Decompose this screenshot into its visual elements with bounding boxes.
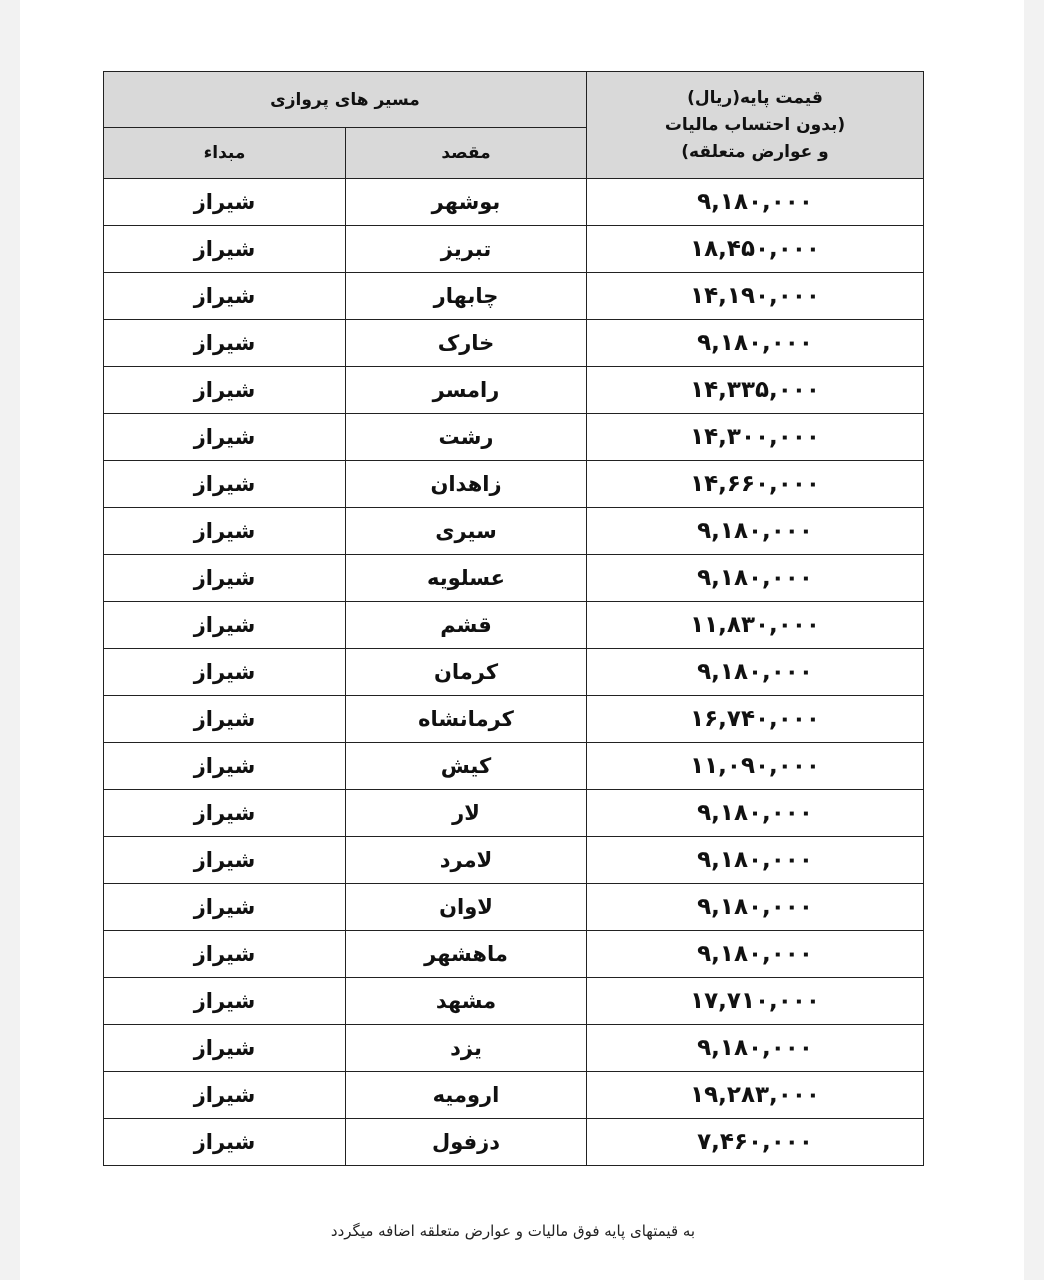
- destination-cell: ارومیه: [346, 1072, 587, 1119]
- destination-cell: لاوان: [346, 884, 587, 931]
- table-row: [104, 273, 924, 320]
- destination-cell: ماهشهر: [346, 931, 587, 978]
- destination-cell: عسلویه: [346, 555, 587, 602]
- table-row: [104, 978, 924, 1025]
- table-row: [104, 743, 924, 790]
- origin-cell: شیراز: [104, 978, 346, 1025]
- origin-cell: شیراز: [104, 790, 346, 837]
- destination-cell: رامسر: [346, 367, 587, 414]
- origin-cell: شیراز: [104, 320, 346, 367]
- origin-cell: شیراز: [104, 508, 346, 555]
- destination-cell: لامرد: [346, 837, 587, 884]
- price-cell: ۹,۱۸۰,۰۰۰: [587, 790, 924, 837]
- price-cell: ۹,۱۸۰,۰۰۰: [587, 1025, 924, 1072]
- origin-cell: شیراز: [104, 1025, 346, 1072]
- table-row: [104, 226, 924, 273]
- table-row: [104, 790, 924, 837]
- table-row: [104, 555, 924, 602]
- origin-cell: شیراز: [104, 179, 346, 226]
- destination-cell: یزد: [346, 1025, 587, 1072]
- origin-cell: شیراز: [104, 1072, 346, 1119]
- destination-cell: مشهد: [346, 978, 587, 1025]
- origin-cell: شیراز: [104, 273, 346, 320]
- header-price-line3: و عوارض متعلقه): [681, 141, 829, 162]
- price-cell: ۱۴,۳۳۵,۰۰۰: [587, 367, 924, 414]
- price-cell: ۱۸,۴۵۰,۰۰۰: [587, 226, 924, 273]
- price-cell: ۱۴,۳۰۰,۰۰۰: [587, 414, 924, 461]
- destination-cell: کرمانشاه: [346, 696, 587, 743]
- origin-cell: شیراز: [104, 226, 346, 273]
- table-row: [104, 367, 924, 414]
- destination-cell: سیری: [346, 508, 587, 555]
- destination-cell: کیش: [346, 743, 587, 790]
- header-price-line1: قیمت پایه(ریال): [687, 87, 823, 108]
- fare-table: [103, 71, 924, 1166]
- origin-cell: شیراز: [104, 837, 346, 884]
- origin-cell: شیراز: [104, 931, 346, 978]
- price-cell: ۹,۱۸۰,۰۰۰: [587, 649, 924, 696]
- table-row: [104, 461, 924, 508]
- destination-cell: قشم: [346, 602, 587, 649]
- price-cell: ۱۴,۶۶۰,۰۰۰: [587, 461, 924, 508]
- price-cell: ۹,۱۸۰,۰۰۰: [587, 320, 924, 367]
- price-cell: ۱۶,۷۴۰,۰۰۰: [587, 696, 924, 743]
- origin-cell: شیراز: [104, 696, 346, 743]
- origin-cell: شیراز: [104, 649, 346, 696]
- table-row: [104, 179, 924, 226]
- origin-cell: شیراز: [104, 367, 346, 414]
- header-base-price: [587, 72, 924, 179]
- price-cell: ۱۱,۸۳۰,۰۰۰: [587, 602, 924, 649]
- table-row: [104, 931, 924, 978]
- price-cell: ۹,۱۸۰,۰۰۰: [587, 179, 924, 226]
- price-cell: ۹,۱۸۰,۰۰۰: [587, 555, 924, 602]
- price-cell: ۹,۱۸۰,۰۰۰: [587, 931, 924, 978]
- table-row: [104, 1072, 924, 1119]
- destination-cell: بوشهر: [346, 179, 587, 226]
- price-cell: ۱۱,۰۹۰,۰۰۰: [587, 743, 924, 790]
- table-row: [104, 696, 924, 743]
- origin-cell: شیراز: [104, 555, 346, 602]
- document-page: [20, 0, 1024, 1280]
- table-row: [104, 1119, 924, 1166]
- table-row: [104, 320, 924, 367]
- destination-cell: زاهدان: [346, 461, 587, 508]
- origin-cell: شیراز: [104, 743, 346, 790]
- header-origin: مبداء: [104, 128, 346, 179]
- table-row: [104, 508, 924, 555]
- price-cell: ۹,۱۸۰,۰۰۰: [587, 508, 924, 555]
- table-row: [104, 414, 924, 461]
- price-cell: ۱۹,۲۸۳,۰۰۰: [587, 1072, 924, 1119]
- origin-cell: شیراز: [104, 1119, 346, 1166]
- price-cell: ۷,۴۶۰,۰۰۰: [587, 1119, 924, 1166]
- origin-cell: شیراز: [104, 414, 346, 461]
- origin-cell: شیراز: [104, 884, 346, 931]
- table-row: [104, 884, 924, 931]
- table-row: [104, 1025, 924, 1072]
- destination-cell: رشت: [346, 414, 587, 461]
- price-cell: ۹,۱۸۰,۰۰۰: [587, 837, 924, 884]
- table-row: [104, 837, 924, 884]
- price-cell: ۱۴,۱۹۰,۰۰۰: [587, 273, 924, 320]
- table-row: [104, 602, 924, 649]
- fare-rows: [104, 179, 924, 1166]
- destination-cell: کرمان: [346, 649, 587, 696]
- price-cell: ۹,۱۸۰,۰۰۰: [587, 884, 924, 931]
- destination-cell: چابهار: [346, 273, 587, 320]
- origin-cell: شیراز: [104, 602, 346, 649]
- header-flight-routes: مسیر های پروازی: [104, 72, 587, 128]
- destination-cell: خارک: [346, 320, 587, 367]
- footnote: به قیمتهای پایه فوق مالیات و عوارض متعلقه اضافه میگردد: [330, 1222, 696, 1240]
- price-cell: ۱۷,۷۱۰,۰۰۰: [587, 978, 924, 1025]
- table-row: [104, 649, 924, 696]
- origin-cell: شیراز: [104, 461, 346, 508]
- destination-cell: تبریز: [346, 226, 587, 273]
- header-price-line2: (بدون احتساب مالیات: [664, 114, 846, 135]
- destination-cell: دزفول: [346, 1119, 587, 1166]
- destination-cell: لار: [346, 790, 587, 837]
- header-destination: مقصد: [346, 128, 587, 179]
